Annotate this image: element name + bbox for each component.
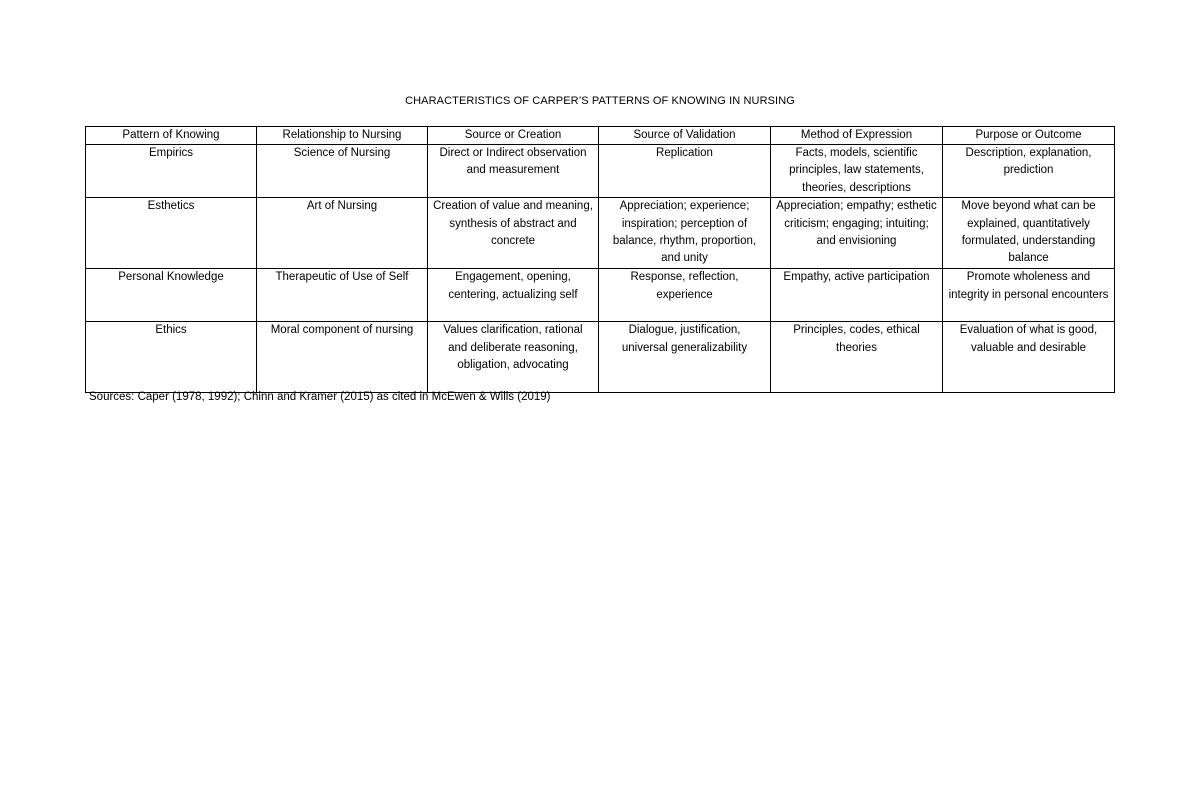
table-cell: Empirics <box>86 145 257 198</box>
page-title: CHARACTERISTICS OF CARPER’S PATTERNS OF KNOWING IN NURSING <box>405 95 795 107</box>
table-row <box>86 322 1115 393</box>
table-cell: Principles, codes, ethical theories <box>771 322 943 393</box>
table-cell: Science of Nursing <box>257 145 428 198</box>
table-row <box>86 269 1115 322</box>
table-cell: Description, explanation, prediction <box>943 145 1115 198</box>
header-pattern-of-knowing: Pattern of Knowing <box>86 127 257 145</box>
table-cell: Response, reflection, experience <box>599 269 771 322</box>
table-cell: Personal Knowledge <box>86 269 257 322</box>
table-cell: Esthetics <box>86 198 257 269</box>
table-cell: Art of Nursing <box>257 198 428 269</box>
header-relationship-to-nursing: Relationship to Nursing <box>257 127 428 145</box>
table-cell: Facts, models, scientific principles, law statements, theories, descriptions <box>771 145 943 198</box>
table-cell: Empathy, active participation <box>771 269 943 322</box>
table-cell: Values clarification, rational and deliberate reasoning, obligation, advocating <box>428 322 599 393</box>
table-cell: Appreciation; empathy; esthetic criticism; engaging; intuiting; and envisioning <box>771 198 943 269</box>
header-purpose-or-outcome: Purpose or Outcome <box>943 127 1115 145</box>
table-cell: Promote wholeness and integrity in personal encounters <box>943 269 1115 322</box>
table-cell: Moral component of nursing <box>257 322 428 393</box>
sources-note: Sources: Caper (1978, 1992); Chinn and Kramer (2015) as cited in McEwen & Wills (2019) <box>89 391 551 403</box>
table-cell: Dialogue, justification, universal generalizability <box>599 322 771 393</box>
table-header-row <box>86 127 1115 145</box>
table-cell: Therapeutic of Use of Self <box>257 269 428 322</box>
table-cell: Engagement, opening, centering, actualizing self <box>428 269 599 322</box>
table-cell: Direct or Indirect observation and measurement <box>428 145 599 198</box>
table-row <box>86 145 1115 198</box>
table-cell: Evaluation of what is good, valuable and desirable <box>943 322 1115 393</box>
table-row <box>86 198 1115 269</box>
header-source-or-creation: Source or Creation <box>428 127 599 145</box>
table-cell: Replication <box>599 145 771 198</box>
table-cell: Ethics <box>86 322 257 393</box>
header-method-of-expression: Method of Expression <box>771 127 943 145</box>
table-cell: Appreciation; experience; inspiration; perception of balance, rhythm, proportion, and unity <box>599 198 771 269</box>
header-source-of-validation: Source of Validation <box>599 127 771 145</box>
table-cell: Move beyond what can be explained, quantitatively formulated, understanding balance <box>943 198 1115 269</box>
table-cell: Creation of value and meaning, synthesis of abstract and concrete <box>428 198 599 269</box>
patterns-of-knowing-table <box>85 126 1115 393</box>
